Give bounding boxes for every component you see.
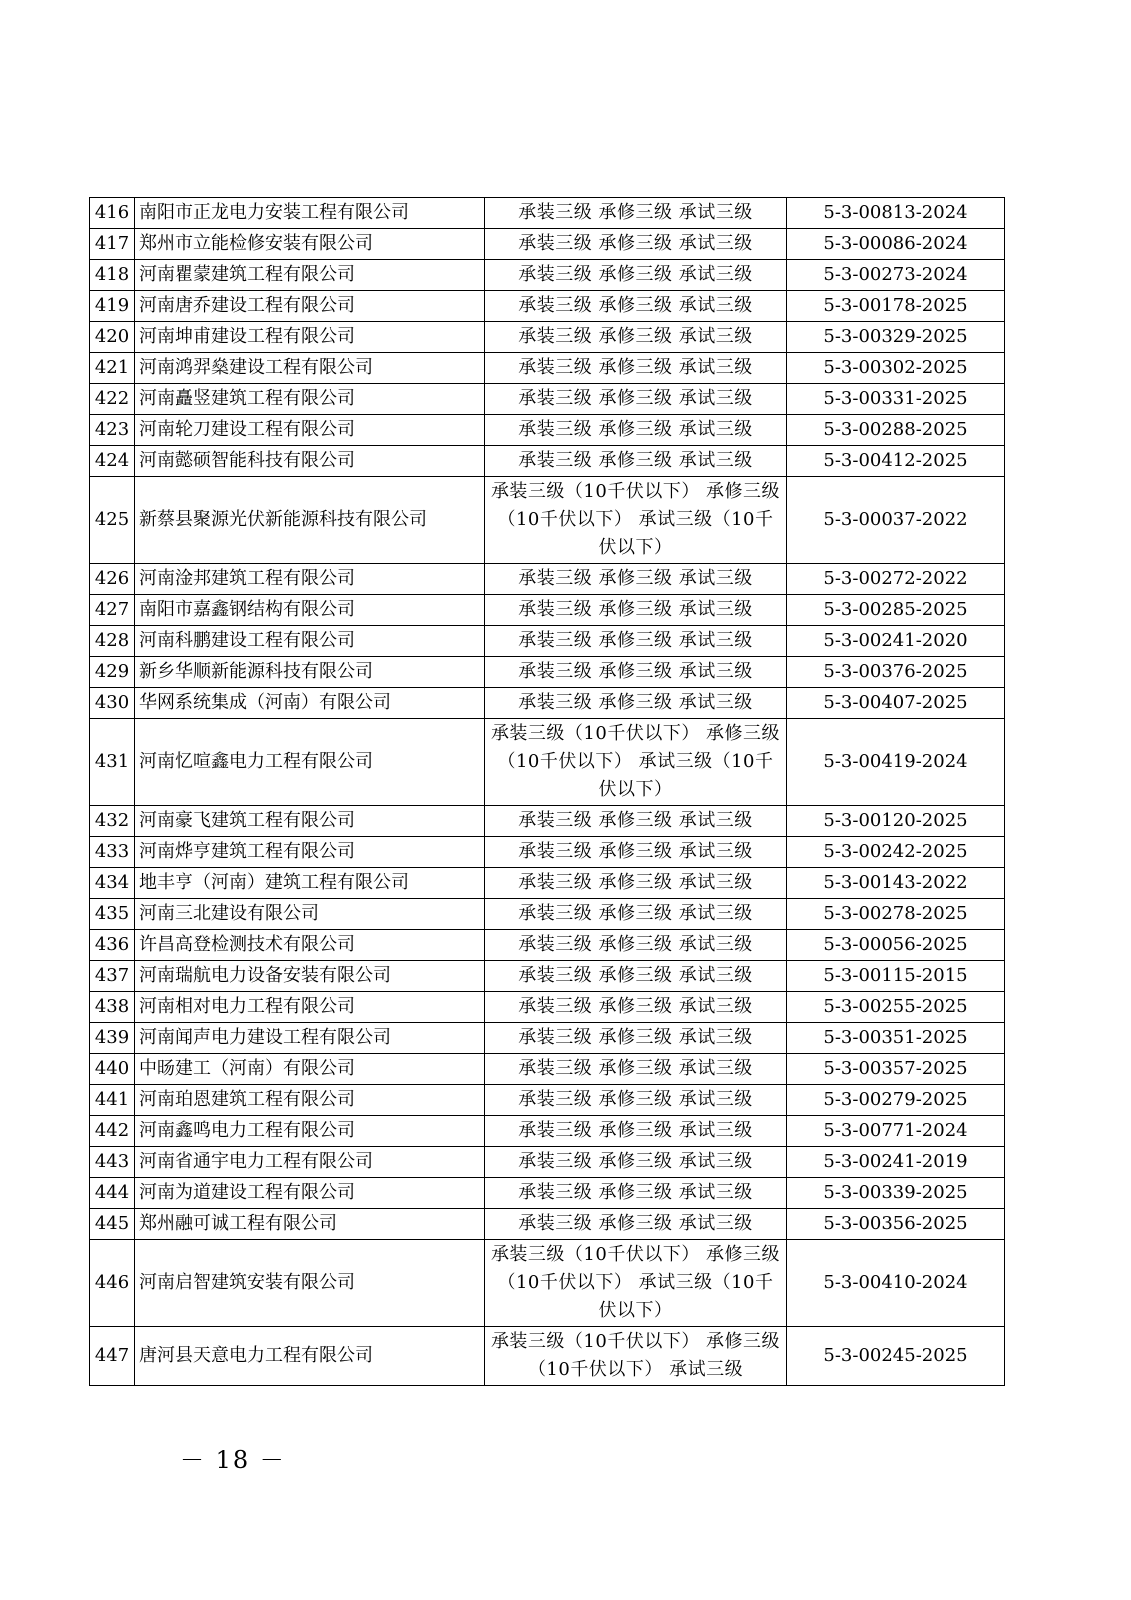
table-row (90, 477, 1005, 564)
table-row (90, 415, 1005, 446)
certificate-number: 5-3-00410-2024 (787, 1240, 1005, 1327)
company-name: 河南鸿羿燊建设工程有限公司 (135, 353, 485, 384)
qualification-level: 承装三级 承修三级 承试三级 (485, 806, 787, 837)
qualification-level: 承装三级 承修三级 承试三级 (485, 415, 787, 446)
certificate-number: 5-3-00356-2025 (787, 1209, 1005, 1240)
company-name: 河南淦邦建筑工程有限公司 (135, 564, 485, 595)
qualification-level: 承装三级（10千伏以下） 承修三级（10千伏以下） 承试三级（10千伏以下） (485, 719, 787, 806)
table-row (90, 353, 1005, 384)
qualification-level: 承装三级 承修三级 承试三级 (485, 657, 787, 688)
table-row (90, 229, 1005, 260)
qualification-level: 承装三级 承修三级 承试三级 (485, 260, 787, 291)
certificate-number: 5-3-00302-2025 (787, 353, 1005, 384)
certificate-number: 5-3-00178-2025 (787, 291, 1005, 322)
table-row (90, 868, 1005, 899)
qualification-level: 承装三级 承修三级 承试三级 (485, 961, 787, 992)
certificate-number: 5-3-00086-2024 (787, 229, 1005, 260)
certificate-number: 5-3-00056-2025 (787, 930, 1005, 961)
row-number: 446 (90, 1240, 135, 1327)
table-row (90, 1178, 1005, 1209)
table-row (90, 1085, 1005, 1116)
certificate-number: 5-3-00120-2025 (787, 806, 1005, 837)
company-name: 河南轮刀建设工程有限公司 (135, 415, 485, 446)
table-row (90, 657, 1005, 688)
company-name: 河南坤甫建设工程有限公司 (135, 322, 485, 353)
company-name: 河南瞿蒙建筑工程有限公司 (135, 260, 485, 291)
company-name: 河南懿硕智能科技有限公司 (135, 446, 485, 477)
certificate-number: 5-3-00241-2019 (787, 1147, 1005, 1178)
company-name: 华网系统集成（河南）有限公司 (135, 688, 485, 719)
qualification-level: 承装三级 承修三级 承试三级 (485, 1023, 787, 1054)
row-number: 430 (90, 688, 135, 719)
row-number: 420 (90, 322, 135, 353)
certificate-number: 5-3-00278-2025 (787, 899, 1005, 930)
certificate-number: 5-3-00285-2025 (787, 595, 1005, 626)
row-number: 445 (90, 1209, 135, 1240)
certificate-number: 5-3-00143-2022 (787, 868, 1005, 899)
qualification-level: 承装三级 承修三级 承试三级 (485, 198, 787, 229)
qualification-level: 承装三级 承修三级 承试三级 (485, 1054, 787, 1085)
qualification-level: 承装三级 承修三级 承试三级 (485, 1116, 787, 1147)
row-number: 444 (90, 1178, 135, 1209)
qualification-level: 承装三级 承修三级 承试三级 (485, 837, 787, 868)
certificate-number: 5-3-00255-2025 (787, 992, 1005, 1023)
qualification-level: 承装三级（10千伏以下） 承修三级（10千伏以下） 承试三级 (485, 1327, 787, 1386)
table-row (90, 806, 1005, 837)
certificate-number: 5-3-00279-2025 (787, 1085, 1005, 1116)
company-name: 河南忆喧鑫电力工程有限公司 (135, 719, 485, 806)
certificate-number: 5-3-00771-2024 (787, 1116, 1005, 1147)
certificate-number: 5-3-00412-2025 (787, 446, 1005, 477)
certificate-number: 5-3-00419-2024 (787, 719, 1005, 806)
company-name: 河南豪飞建筑工程有限公司 (135, 806, 485, 837)
row-number: 419 (90, 291, 135, 322)
table-row (90, 564, 1005, 595)
row-number: 427 (90, 595, 135, 626)
certificate-number: 5-3-00376-2025 (787, 657, 1005, 688)
qualification-level: 承装三级 承修三级 承试三级 (485, 322, 787, 353)
qualification-level: 承装三级 承修三级 承试三级 (485, 595, 787, 626)
qualification-level: 承装三级 承修三级 承试三级 (485, 1209, 787, 1240)
qualification-level: 承装三级 承修三级 承试三级 (485, 626, 787, 657)
qualification-level: 承装三级（10千伏以下） 承修三级（10千伏以下） 承试三级（10千伏以下） (485, 477, 787, 564)
row-number: 434 (90, 868, 135, 899)
company-name: 河南瑞航电力设备安装有限公司 (135, 961, 485, 992)
table-row (90, 626, 1005, 657)
qualification-level: 承装三级 承修三级 承试三级 (485, 899, 787, 930)
row-number: 418 (90, 260, 135, 291)
company-name: 河南省通宇电力工程有限公司 (135, 1147, 485, 1178)
table-row (90, 1209, 1005, 1240)
company-name: 河南启智建筑安装有限公司 (135, 1240, 485, 1327)
table-row (90, 322, 1005, 353)
table-row (90, 688, 1005, 719)
qualification-level: 承装三级 承修三级 承试三级 (485, 564, 787, 595)
table-row (90, 930, 1005, 961)
row-number: 425 (90, 477, 135, 564)
qualification-level: 承装三级 承修三级 承试三级 (485, 1147, 787, 1178)
certificate-number: 5-3-00351-2025 (787, 1023, 1005, 1054)
row-number: 447 (90, 1327, 135, 1386)
company-name: 河南为道建设工程有限公司 (135, 1178, 485, 1209)
company-name: 河南三北建设有限公司 (135, 899, 485, 930)
table-row (90, 595, 1005, 626)
table-row (90, 1054, 1005, 1085)
company-name: 河南相对电力工程有限公司 (135, 992, 485, 1023)
qualification-level: 承装三级 承修三级 承试三级 (485, 291, 787, 322)
row-number: 423 (90, 415, 135, 446)
row-number: 422 (90, 384, 135, 415)
qualification-level: 承装三级 承修三级 承试三级 (485, 688, 787, 719)
qualification-level: 承装三级（10千伏以下） 承修三级（10千伏以下） 承试三级（10千伏以下） (485, 1240, 787, 1327)
row-number: 442 (90, 1116, 135, 1147)
company-name: 河南唐乔建设工程有限公司 (135, 291, 485, 322)
row-number: 433 (90, 837, 135, 868)
table-row (90, 446, 1005, 477)
row-number: 426 (90, 564, 135, 595)
table-row (90, 719, 1005, 806)
company-name: 唐河县天意电力工程有限公司 (135, 1327, 485, 1386)
company-name: 河南矗竖建筑工程有限公司 (135, 384, 485, 415)
company-name: 地丰亨（河南）建筑工程有限公司 (135, 868, 485, 899)
certificate-number: 5-3-00357-2025 (787, 1054, 1005, 1085)
company-name: 河南珀恩建筑工程有限公司 (135, 1085, 485, 1116)
row-number: 417 (90, 229, 135, 260)
certificate-number: 5-3-00242-2025 (787, 837, 1005, 868)
qualification-level: 承装三级 承修三级 承试三级 (485, 868, 787, 899)
certificate-number: 5-3-00339-2025 (787, 1178, 1005, 1209)
company-name: 河南科鹏建设工程有限公司 (135, 626, 485, 657)
table-row (90, 291, 1005, 322)
company-name: 许昌高登检测技术有限公司 (135, 930, 485, 961)
company-name: 新乡华顺新能源科技有限公司 (135, 657, 485, 688)
table-row (90, 1327, 1005, 1386)
table-row (90, 837, 1005, 868)
company-name: 河南烨亨建筑工程有限公司 (135, 837, 485, 868)
row-number: 431 (90, 719, 135, 806)
company-name: 中旸建工（河南）有限公司 (135, 1054, 485, 1085)
qualification-level: 承装三级 承修三级 承试三级 (485, 353, 787, 384)
table-row (90, 1240, 1005, 1327)
certificate-number: 5-3-00037-2022 (787, 477, 1005, 564)
row-number: 441 (90, 1085, 135, 1116)
row-number: 421 (90, 353, 135, 384)
row-number: 439 (90, 1023, 135, 1054)
qualification-level: 承装三级 承修三级 承试三级 (485, 992, 787, 1023)
qualification-level: 承装三级 承修三级 承试三级 (485, 446, 787, 477)
company-name: 新蔡县聚源光伏新能源科技有限公司 (135, 477, 485, 564)
row-number: 440 (90, 1054, 135, 1085)
company-name: 南阳市嘉鑫钢结构有限公司 (135, 595, 485, 626)
row-number: 416 (90, 198, 135, 229)
certificate-number: 5-3-00273-2024 (787, 260, 1005, 291)
table-body (90, 198, 1005, 1386)
company-name: 郑州融可诚工程有限公司 (135, 1209, 485, 1240)
row-number: 436 (90, 930, 135, 961)
certificate-number: 5-3-00329-2025 (787, 322, 1005, 353)
table-row (90, 1147, 1005, 1178)
row-number: 429 (90, 657, 135, 688)
certificate-number: 5-3-00288-2025 (787, 415, 1005, 446)
table-row (90, 384, 1005, 415)
page-number: － 18 － (180, 1446, 286, 1474)
qualification-level: 承装三级 承修三级 承试三级 (485, 930, 787, 961)
row-number: 428 (90, 626, 135, 657)
row-number: 424 (90, 446, 135, 477)
qualification-level: 承装三级 承修三级 承试三级 (485, 384, 787, 415)
certificate-number: 5-3-00407-2025 (787, 688, 1005, 719)
company-name: 郑州市立能检修安装有限公司 (135, 229, 485, 260)
table-row (90, 1116, 1005, 1147)
qualification-table (89, 197, 1005, 1386)
row-number: 443 (90, 1147, 135, 1178)
qualification-level: 承装三级 承修三级 承试三级 (485, 1085, 787, 1116)
row-number: 438 (90, 992, 135, 1023)
table-row (90, 198, 1005, 229)
qualification-level: 承装三级 承修三级 承试三级 (485, 1178, 787, 1209)
row-number: 437 (90, 961, 135, 992)
certificate-number: 5-3-00241-2020 (787, 626, 1005, 657)
table-row (90, 992, 1005, 1023)
table-row (90, 961, 1005, 992)
table-row (90, 899, 1005, 930)
certificate-number: 5-3-00115-2015 (787, 961, 1005, 992)
certificate-number: 5-3-00331-2025 (787, 384, 1005, 415)
table-row (90, 260, 1005, 291)
row-number: 432 (90, 806, 135, 837)
certificate-number: 5-3-00245-2025 (787, 1327, 1005, 1386)
company-name: 河南闻声电力建设工程有限公司 (135, 1023, 485, 1054)
company-name: 南阳市正龙电力安装工程有限公司 (135, 198, 485, 229)
certificate-number: 5-3-00272-2022 (787, 564, 1005, 595)
table-row (90, 1023, 1005, 1054)
certificate-number: 5-3-00813-2024 (787, 198, 1005, 229)
row-number: 435 (90, 899, 135, 930)
qualification-level: 承装三级 承修三级 承试三级 (485, 229, 787, 260)
company-name: 河南鑫鸣电力工程有限公司 (135, 1116, 485, 1147)
